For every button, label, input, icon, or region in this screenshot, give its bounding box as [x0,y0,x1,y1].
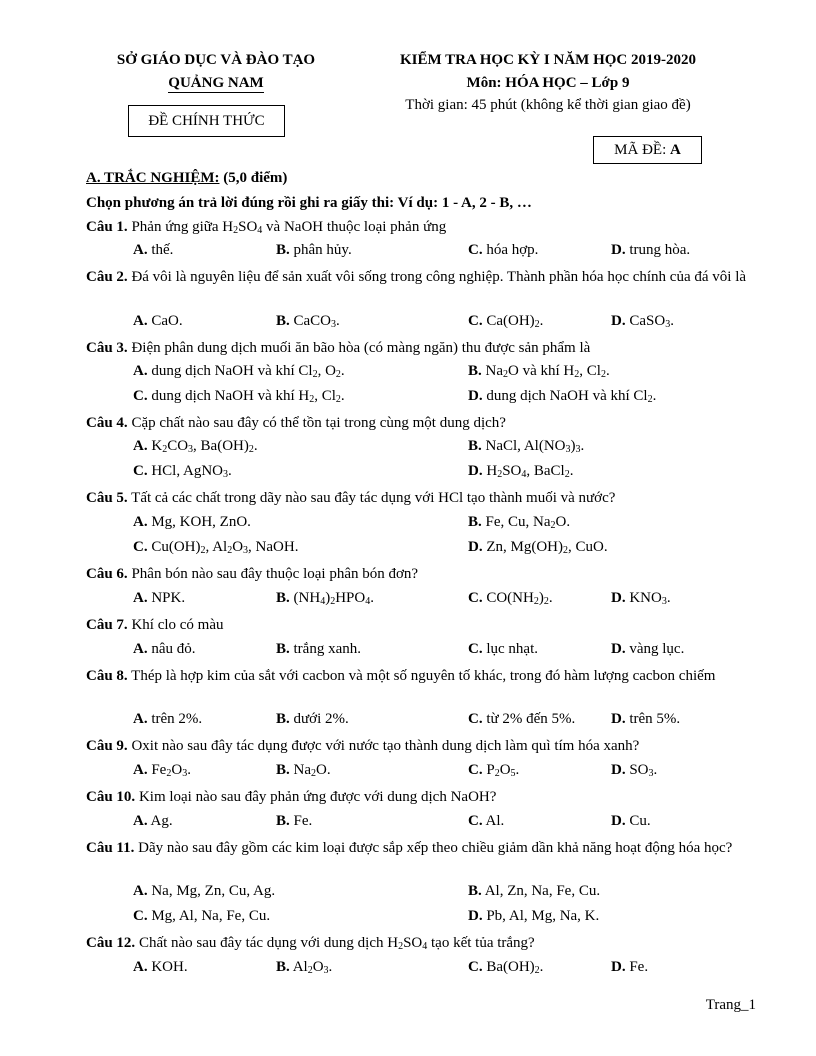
option-text: dung dịch NaOH và khí $Cl_2$. [482,388,657,405]
option-text: $H_2SO_4$, BaCl$_2$. [482,463,574,480]
question-text: Thép là hợp kim của sắt với cacbon và một số nguyên tố khác, trong đó hàm lượng cacbon chiếm [127,668,716,684]
question-5 [86,488,758,508]
option-letter: B. [468,438,482,454]
question-4-option-b [468,438,584,455]
option-letter: A. [133,883,148,899]
option-text: trên 2%. [147,711,203,727]
question-9-option-b [276,762,331,779]
option-text: KOH. [147,959,188,975]
option-text: $P_2O_5$. [482,762,520,779]
option-text: thế. [147,242,174,258]
option-letter: A. [133,438,148,454]
option-text: $Fe_2O_3$. [147,762,191,779]
option-text: dưới 2%. [289,711,349,727]
question-9 [86,736,758,756]
question-text: Oxit nào sau đây tác dụng được với nước tạo thành dung dịch làm quì tím hóa xanh? [127,738,640,754]
option-letter: C. [133,388,148,404]
option-letter: C. [468,711,483,727]
question-2 [86,267,758,287]
option-text: Al, Zn, Na, Fe, Cu. [481,883,601,899]
official-exam-label: ĐỀ CHÍNH THỨC [148,113,265,129]
option-letter: D. [468,463,483,479]
option-text: $SO_3$. [625,762,658,779]
option-text: lục nhạt. [482,641,538,657]
option-text: HCl, AgNO$_3$. [147,463,232,480]
option-text: $Na_2O$ và khí $H_2$, $Cl_2$. [481,363,610,380]
option-letter: C. [133,539,148,555]
option-letter: A. [133,514,148,530]
question-9-option-c [468,762,519,779]
option-letter: D. [468,908,483,924]
question-8-option-b [276,711,349,728]
official-exam-box [128,105,285,137]
question-label: Câu 8. [86,668,128,684]
question-8-option-d [611,711,680,728]
question-5-option-b [468,514,570,531]
option-text: Cu. [625,813,651,829]
option-text: Pb, Al, Mg, Na, K. [482,908,600,924]
option-text: NPK. [147,590,186,606]
question-label: Câu 2. [86,269,128,285]
question-label: Câu 10. [86,789,136,805]
question-3-option-a [133,363,345,380]
question-label: Câu 9. [86,738,128,754]
option-letter: D. [611,711,626,727]
question-label: Câu 4. [86,415,128,431]
option-letter: B. [276,762,290,778]
question-12-option-b [276,959,332,976]
option-text: $Ca(OH)_2$. [482,313,544,330]
option-text: dung dịch NaOH và khí $Cl_2$, $O_2$. [147,363,345,380]
exam-code-box [593,136,702,164]
question-text: Phản ứng giữa $H_2SO_4$ và NaOH thuộc loại phản ứng [127,219,447,236]
option-text: vàng lục. [625,641,685,657]
section-title: A. TRẮC NGHIỆM: [86,170,220,186]
province-name: QUẢNG NAM [168,75,264,91]
option-letter: D. [468,388,483,404]
section-points: (5,0 điểm) [223,170,288,186]
question-3 [86,338,758,358]
option-text: Ag. [147,813,173,829]
option-text: Zn, $Mg(OH)_2$, CuO. [482,539,608,556]
question-7-option-d [611,641,684,658]
option-letter: D. [611,641,626,657]
question-10-option-b [276,813,312,830]
question-2-option-c [468,313,543,330]
question-7-option-a [133,641,196,658]
question-1-option-b [276,242,352,259]
option-text: $Al_2O_3$. [289,959,333,976]
option-text: Na, Mg, Zn, Cu, Ag. [147,883,276,899]
exam-code-value: A [670,142,681,158]
option-letter: B. [276,590,290,606]
option-letter: A. [133,242,148,258]
question-10 [86,787,758,807]
question-6 [86,564,758,584]
department-name: SỞ GIÁO DỤC VÀ ĐÀO TẠO [116,52,316,68]
option-letter: A. [133,959,148,975]
question-1 [86,217,758,237]
question-1-option-d [611,242,690,259]
question-label: Câu 7. [86,617,128,633]
option-letter: C. [468,959,483,975]
option-text: $Ba(OH)_2$. [482,959,544,976]
option-text: trên 5%. [625,711,681,727]
question-3-option-d [468,388,656,405]
option-text: nâu đỏ. [147,641,196,657]
question-text: Kim loại nào sau đây phản ứng được với dung dịch NaOH? [135,789,497,805]
section-instruction: Chọn phương án trả lời đúng rồi ghi ra giấy thi: Ví dụ: 1 - A, 2 - B, … [86,195,532,211]
section-heading [86,168,287,189]
question-11-option-d [468,908,599,925]
question-4 [86,413,758,433]
page-number: Trang_1 [705,997,756,1013]
question-6-option-b [276,590,374,607]
question-text: Cặp chất nào sau đây có thể tồn tại trong cùng một dung dịch? [127,415,506,431]
option-letter: C. [468,590,483,606]
option-text: $Cu(OH)_2$, $Al_2O_3$, NaOH. [147,539,299,556]
question-4-option-a [133,438,258,455]
question-4-option-c [133,463,232,480]
question-11 [86,838,758,858]
option-text: CaSO$_3$. [625,313,674,330]
option-text: $K_2CO_3$, $Ba(OH)_2$. [147,438,258,455]
option-text: $(NH_4)_2HPO_4$. [289,590,374,607]
question-6-option-a [133,590,185,607]
option-letter: C. [468,641,483,657]
option-letter: D. [611,762,626,778]
option-letter: A. [133,313,148,329]
question-1-option-a [133,242,173,259]
duration-line: Thời gian: 45 phút (không kể thời gian giao đề) [405,97,691,113]
option-letter: B. [276,813,290,829]
option-letter: C. [133,908,148,924]
option-text: từ 2% đến 5%. [482,711,576,727]
question-9-option-d [611,762,657,779]
question-label: Câu 3. [86,340,128,356]
option-letter: B. [468,883,482,899]
option-letter: B. [276,959,290,975]
option-letter: B. [276,242,290,258]
option-text: phân hủy. [289,242,352,258]
question-10-option-a [133,813,173,830]
option-text: Mg, Al, Na, Fe, Cu. [147,908,271,924]
question-2-option-d [611,313,674,330]
option-text: dung dịch NaOH và khí $H_2$, $Cl_2$. [147,388,345,405]
question-6-option-c [468,590,553,607]
question-5-option-c [133,539,298,556]
question-12 [86,933,758,953]
option-letter: C. [133,463,148,479]
option-letter: A. [133,813,148,829]
question-10-option-d [611,813,651,830]
question-2-option-a [133,313,183,330]
question-10-option-c [468,813,504,830]
question-11-option-a [133,883,275,900]
option-text: Fe. [289,813,313,829]
question-label: Câu 1. [86,219,128,235]
option-letter: D. [611,313,626,329]
option-letter: C. [468,762,483,778]
option-letter: D. [611,959,626,975]
option-letter: D. [468,539,483,555]
question-text: Đá vôi là nguyên liệu để sản xuất vôi sống trong công nghiệp. Thành phần hóa học chính của đá vôi là [127,269,747,285]
question-7 [86,615,758,635]
question-text: Khí clo có màu [127,617,224,633]
option-text: NaCl, $Al(NO_3)_3$. [481,438,585,455]
question-5-option-a [133,514,251,531]
option-text: trắng xanh. [289,641,361,657]
option-text: Al. [482,813,505,829]
option-letter: D. [611,813,626,829]
question-text: Chất nào sau đây tác dụng với dung dịch $H_2SO_4$ tạo kết tủa trắng? [135,935,535,952]
option-text: Fe, Cu, $Na_2O$. [481,514,571,531]
option-letter: A. [133,762,148,778]
option-letter: A. [133,363,148,379]
option-text: $KNO_3$. [625,590,671,607]
option-text: CaO. [147,313,183,329]
option-text: CaCO$_3$. [289,313,340,330]
question-11-option-c [133,908,270,925]
option-letter: B. [276,711,290,727]
question-8 [86,666,758,686]
option-letter: A. [133,590,148,606]
option-text: hóa hợp. [482,242,539,258]
question-9-option-a [133,762,191,779]
subject-line: Môn: HÓA HỌC – Lớp 9 [466,75,630,91]
option-letter: C. [468,813,483,829]
question-text: Dãy nào sau đây gồm các kim loại được sắp xếp theo chiều giảm dần khả năng hoạt động hóa học? [134,840,733,856]
option-text: $CO(NH_2)_2$. [482,590,553,607]
option-letter: B. [468,363,482,379]
option-text: Fe. [625,959,649,975]
question-12-option-d [611,959,648,976]
option-letter: C. [468,242,483,258]
option-text: $Na_2O$. [289,762,331,779]
question-4-option-d [468,463,573,480]
question-12-option-c [468,959,543,976]
option-letter: A. [133,711,148,727]
option-letter: B. [468,514,482,530]
exam-code-label: MÃ ĐỀ: [614,142,667,158]
option-letter: D. [611,590,626,606]
option-letter: B. [276,313,290,329]
question-3-option-b [468,363,610,380]
question-11-option-b [468,883,600,900]
question-5-option-d [468,539,608,556]
option-text: Mg, KOH, ZnO. [147,514,251,530]
option-letter: B. [276,641,290,657]
question-12-option-a [133,959,188,976]
question-2-option-b [276,313,340,330]
question-label: Câu 11. [86,840,135,856]
question-1-option-c [468,242,538,259]
question-3-option-c [133,388,345,405]
question-text: Phân bón nào sau đây thuộc loại phân bón đơn? [127,566,419,582]
question-7-option-c [468,641,538,658]
option-letter: C. [468,313,483,329]
question-label: Câu 5. [86,490,128,506]
option-letter: D. [611,242,626,258]
question-7-option-b [276,641,361,658]
question-label: Câu 12. [86,935,136,951]
option-letter: A. [133,641,148,657]
question-8-option-a [133,711,202,728]
question-text: Điện phân dung dịch muối ăn bão hòa (có màng ngăn) thu được sản phẩm là [127,340,591,356]
question-label: Câu 6. [86,566,128,582]
question-text: Tất cả các chất trong dãy nào sau đây tác dụng với HCl tạo thành muối và nước? [127,490,616,506]
question-8-option-c [468,711,575,728]
exam-title: KIỂM TRA HỌC KỲ I NĂM HỌC 2019-2020 [400,52,696,68]
option-text: trung hòa. [625,242,691,258]
question-6-option-d [611,590,671,607]
